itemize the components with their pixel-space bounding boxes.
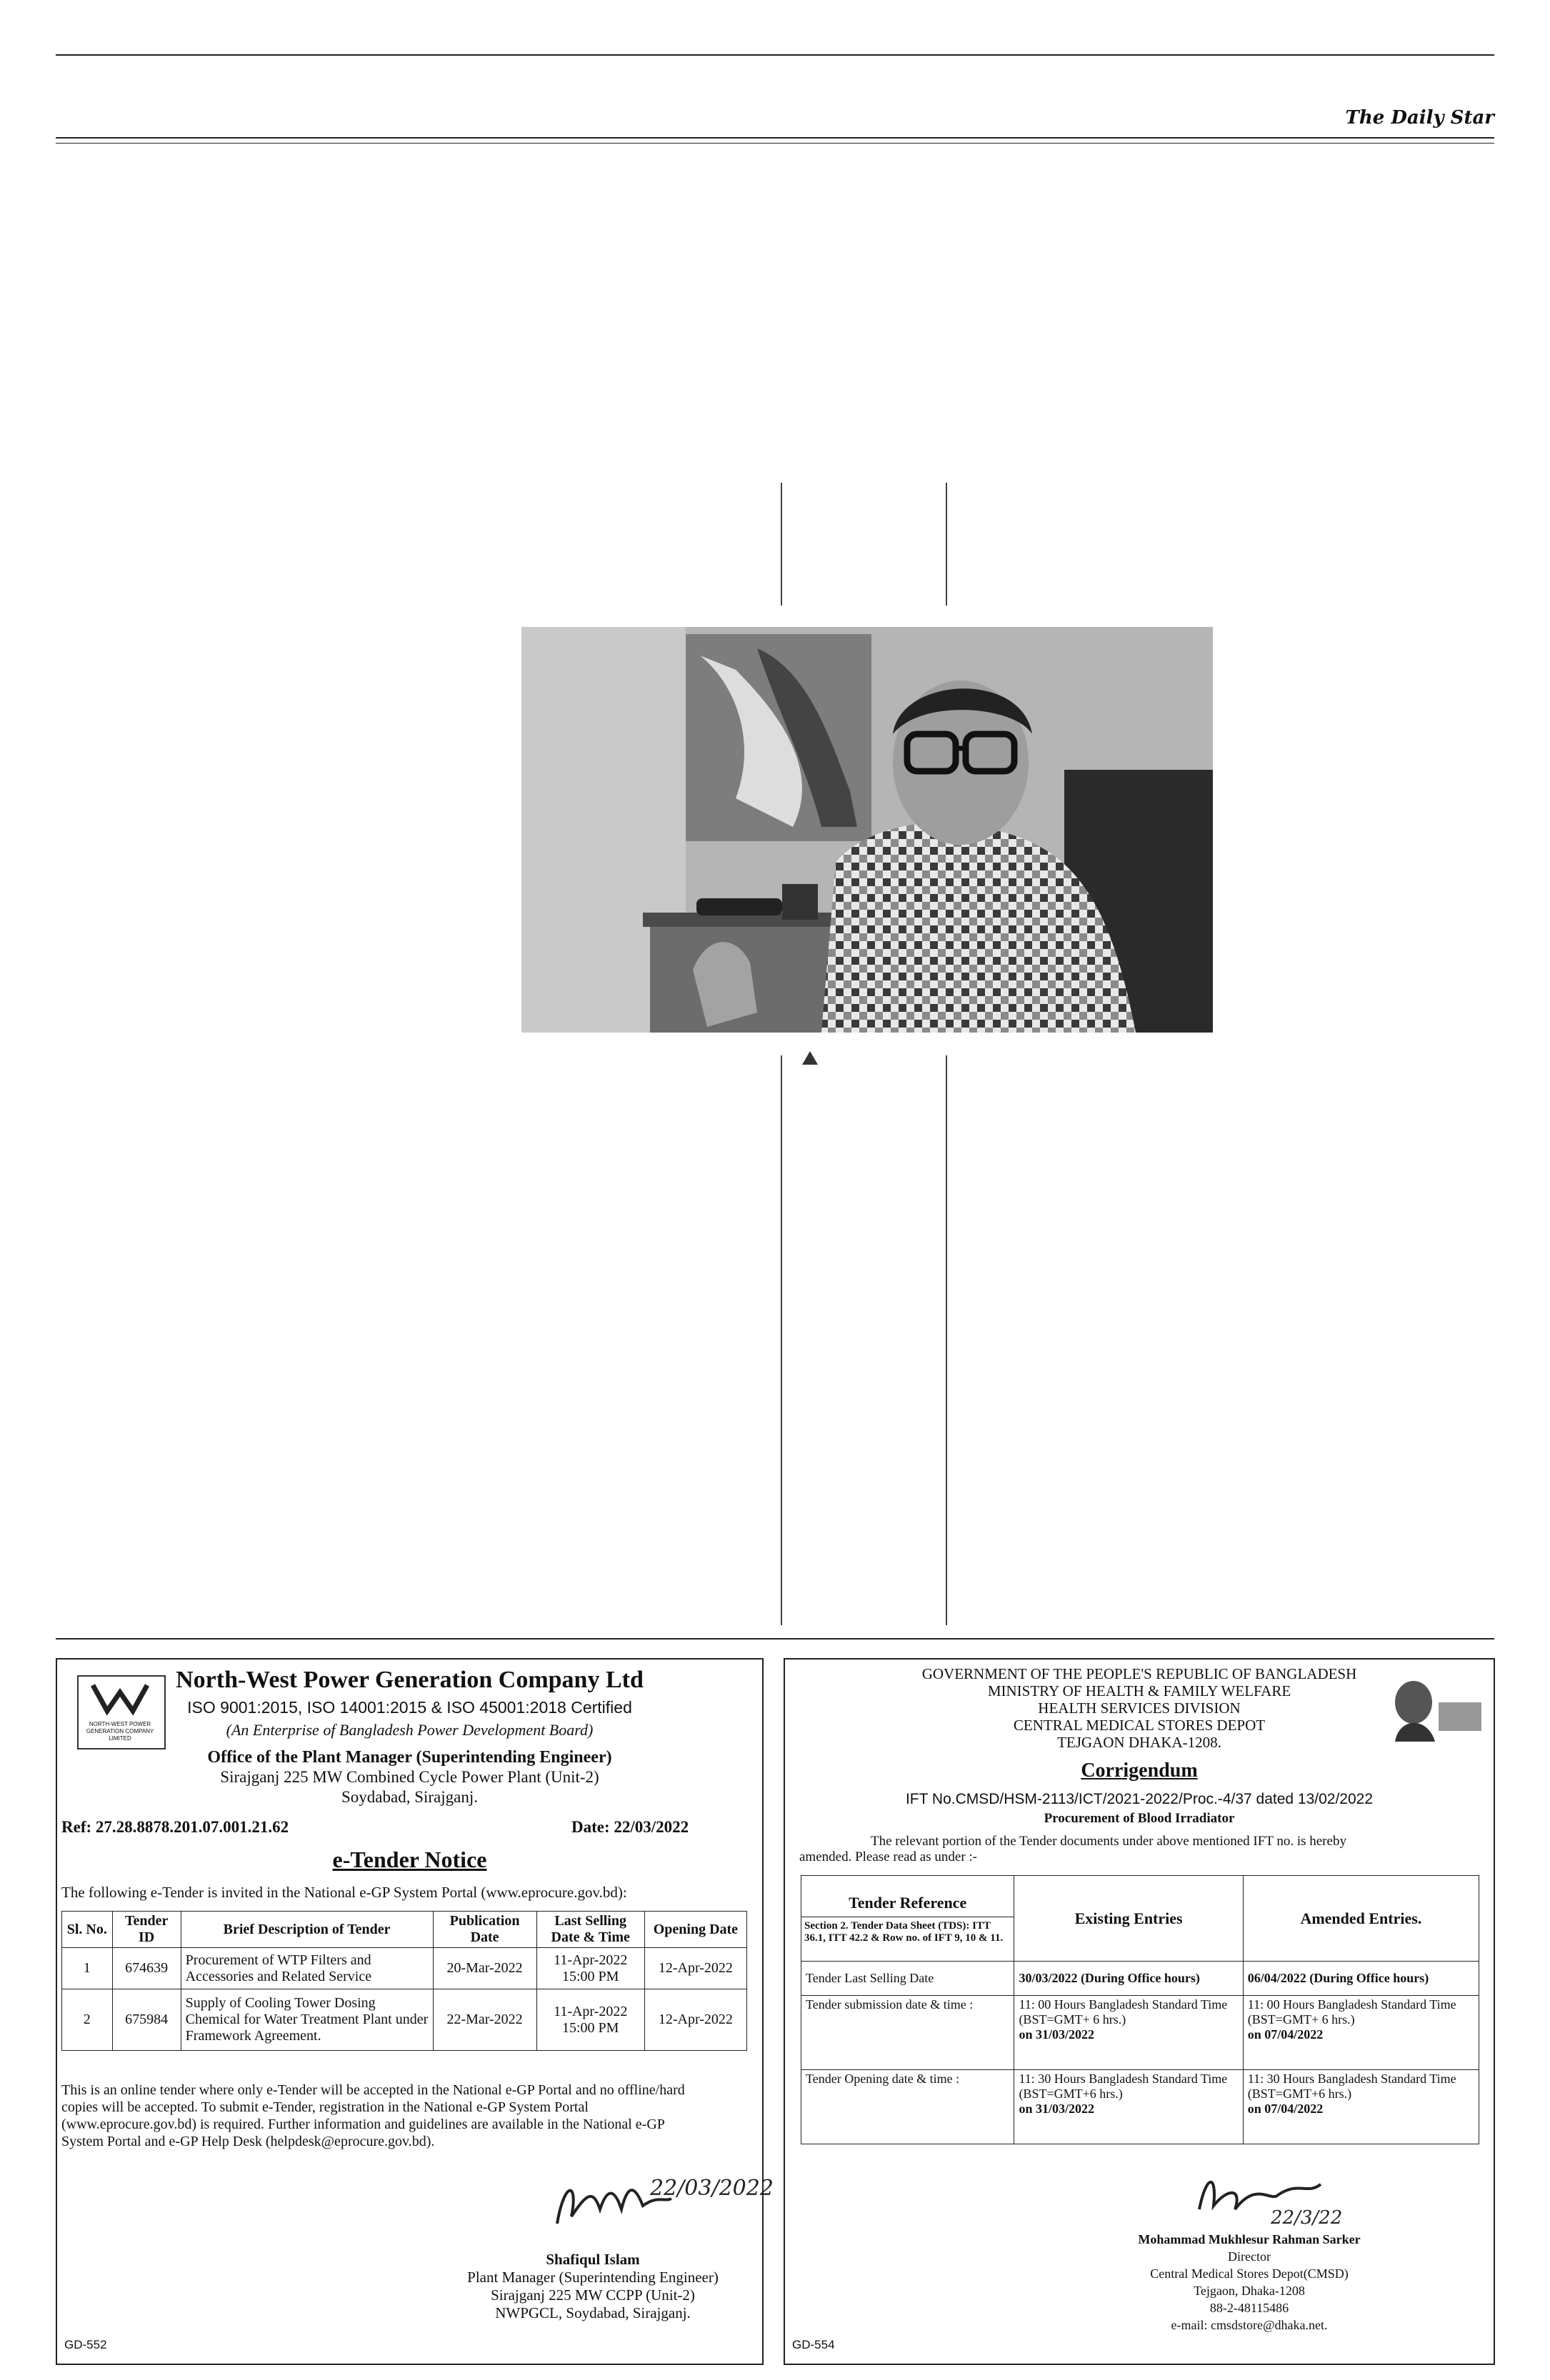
table-row [62, 1989, 747, 2051]
portrait-photo [521, 627, 1213, 1033]
table-cell: 11-Apr-2022 15:00 PM [536, 1989, 644, 2051]
plant-name: Sirajganj 225 MW Combined Cycle Power Plant (Unit-2) [220, 1768, 599, 1786]
office-title: Office of the Plant Manager (Superintending Engineer) [207, 1748, 612, 1767]
existing-cell [1014, 2070, 1243, 2144]
existing-text: 11: 00 Hours Bangladesh Standard Time (BST=GMT+ 6 hrs.) [1019, 1997, 1228, 2027]
table-row [801, 2070, 1479, 2144]
gd-code: GD-554 [792, 2338, 835, 2351]
existing-cell [1014, 1996, 1243, 2070]
table-cell: 22-Mar-2022 [433, 1989, 536, 2051]
caption-marker-icon [802, 1051, 818, 1065]
table-cell: 12-Apr-2022 [644, 1948, 746, 1989]
emblem-image [1385, 1674, 1485, 1745]
table-cell: 675984 [112, 1989, 181, 2051]
col-last-selling: Last Selling Date & Time [536, 1912, 644, 1948]
masthead-logo: The Daily Star [1345, 107, 1494, 129]
col-amended: Amended Entries. [1243, 1876, 1479, 1962]
svg-text:22/03/2022: 22/03/2022 [650, 2176, 774, 2201]
signer-line: Plant Manager (Superintending Engineer) [467, 2269, 719, 2286]
existing-text: 11: 30 Hours Bangladesh Standard Time (BST=GMT+6 hrs.) [1019, 2072, 1228, 2101]
enterprise-line: (An Enterprise of Bangladesh Power Development Board) [226, 1721, 594, 1739]
col-existing: Existing Entries [1014, 1876, 1243, 1962]
signature-image [1185, 2166, 1371, 2231]
svg-text:22/3/22: 22/3/22 [1271, 2207, 1343, 2229]
amended-text: 11: 30 Hours Bangladesh Standard Time (BST=GMT+6 hrs.) [1247, 2072, 1456, 2101]
footer-line: (www.eprocure.gov.bd) is required. Further information and guidelines are available in the National e-GP [61, 2117, 665, 2132]
header-line: MINISTRY OF HEALTH & FAMILY WELFARE [987, 1682, 1291, 1699]
col-description: Brief Description of Tender [181, 1912, 433, 1948]
corrigendum-table [801, 1875, 1479, 2144]
tender-subject: Procurement of Blood Irradiator [1044, 1811, 1235, 1826]
notice-intro: The following e-Tender is invited in the National e-GP System Portal (www.eprocure.gov.bd): [61, 1884, 627, 1901]
signer-name: Mohammad Mukhlesur Rahman Sarker [1138, 2232, 1361, 2246]
col-tender-id: Tender ID [112, 1912, 181, 1948]
table-cell: 2 [62, 1989, 113, 2051]
table-row [801, 1962, 1479, 1996]
reference-number: Ref: 27.28.8878.201.07.001.21.62 [61, 1818, 289, 1836]
header-rule-1 [56, 137, 1494, 139]
signer-email[interactable]: e-mail: cmsdstore@dhaka.net. [1171, 2318, 1328, 2332]
table-cell: 12-Apr-2022 [644, 1989, 746, 2051]
col-sl: Sl. No. [62, 1912, 113, 1948]
header-line: TEJGAON DHAKA-1208. [1057, 1734, 1221, 1751]
table-cell: Supply of Cooling Tower Dosing Chemical for Water Treatment Plant under Framework Agreement. [181, 1989, 433, 2051]
iso-certification: ISO 9001:2015, ISO 14001:2015 & ISO 45001:2018 Certified [187, 1698, 632, 1717]
existing-date: on 31/03/2022 [1019, 2102, 1094, 2116]
gd-code: GD-552 [64, 2338, 107, 2351]
header-line: GOVERNMENT OF THE PEOPLE'S REPUBLIC OF BANGLADESH [921, 1665, 1357, 1682]
table-cell: 20-Mar-2022 [433, 1948, 536, 1989]
amended-cell [1243, 2070, 1479, 2144]
signer-line: Central Medical Stores Depot(CMSD) [1150, 2266, 1349, 2281]
company-name: North-West Power Generation Company Ltd [176, 1667, 644, 1693]
intro-line: The relevant portion of the Tender documents under above mentioned IFT no. is hereby [871, 1834, 1346, 1849]
col-reference [801, 1876, 1014, 1962]
reference-header: Tender Reference [801, 1889, 1014, 1917]
corrigendum-ad [784, 1658, 1495, 2365]
notice-date: Date: 22/03/2022 [571, 1818, 689, 1836]
table-cell: 11-Apr-2022 15:00 PM [536, 1948, 644, 1989]
signer-line: 88-2-48115486 [1209, 2301, 1289, 2315]
corrigendum-title: Corrigendum [1081, 1759, 1198, 1782]
existing-cell: 30/03/2022 (During Office hours) [1014, 1962, 1243, 1996]
row-label: Tender submission date & time : [801, 1996, 1014, 2070]
amended-date: on 07/04/2022 [1247, 2102, 1324, 2116]
intro-line: amended. Please read as under :- [799, 1849, 978, 1864]
table-cell: 674639 [112, 1948, 181, 1989]
tender-table [61, 1911, 747, 2051]
existing-date: on 31/03/2022 [1019, 2027, 1094, 2042]
footer-line: copies will be accepted. To submit e-Tender, registration in the National e-GP System Portal [61, 2099, 589, 2115]
signer-line: Sirajganj 225 MW CCPP (Unit-2) [491, 2286, 695, 2304]
signature-image [543, 2166, 774, 2245]
signer-name: Shafiqul Islam [546, 2251, 640, 2268]
table-header-row [62, 1912, 747, 1948]
ads-rule [56, 1638, 1494, 1640]
header-rule-2 [56, 143, 1494, 144]
row-label: Tender Opening date & time : [801, 2070, 1014, 2144]
table-row [801, 1996, 1479, 2070]
plant-location: Soydabad, Sirajganj. [341, 1788, 478, 1806]
footer-line: System Portal and e-GP Help Desk (helpdesk@eprocure.gov.bd). [61, 2134, 435, 2149]
column-rule [946, 483, 947, 606]
logo-text: NORTH-WEST POWER GENERATION COMPANY LIMITED [86, 1721, 154, 1742]
table-row [62, 1948, 747, 1989]
notice-title: e-Tender Notice [332, 1847, 487, 1872]
footer-line: This is an online tender where only e-Tender will be accepted in the National e-GP Portal and no offline/hard [61, 2082, 685, 2098]
col-publication: Publication Date [433, 1912, 536, 1948]
column-rule [781, 483, 782, 606]
table-header-row [801, 1876, 1479, 1962]
row-label: Tender Last Selling Date [801, 1962, 1014, 1996]
col-opening: Opening Date [644, 1912, 746, 1948]
amended-cell [1243, 1996, 1479, 2070]
signer-line: Tejgaon, Dhaka-1208 [1194, 2284, 1305, 2298]
reference-subheader: Section 2. Tender Data Sheet (TDS): ITT 36.1, ITT 42.2 & Row no. of IFT 9, 10 & 11. [804, 1920, 1004, 1944]
amended-text: 11: 00 Hours Bangladesh Standard Time (BST=GMT+ 6 hrs.) [1247, 1997, 1456, 2027]
column-rule [946, 1055, 947, 1625]
top-rule [56, 54, 1494, 56]
table-cell: 1 [62, 1948, 113, 1989]
tender-notice-ad [56, 1658, 774, 2365]
signer-line: NWPGCL, Soydabad, Sirajganj. [495, 2304, 691, 2321]
column-rule [781, 1055, 782, 1625]
amended-date: on 07/04/2022 [1247, 2027, 1324, 2042]
amended-cell: 06/04/2022 (During Office hours) [1243, 1962, 1479, 1996]
header-line: CENTRAL MEDICAL STORES DEPOT [1013, 1717, 1266, 1734]
header-line: HEALTH SERVICES DIVISION [1038, 1699, 1241, 1717]
table-cell: Procurement of WTP Filters and Accessories and Related Service [181, 1948, 433, 1989]
ift-number: IFT No.CMSD/HSM-2113/ICT/2021-2022/Proc.-4/37 dated 13/02/2022 [905, 1791, 1374, 1807]
signer-line: Director [1228, 2249, 1271, 2264]
